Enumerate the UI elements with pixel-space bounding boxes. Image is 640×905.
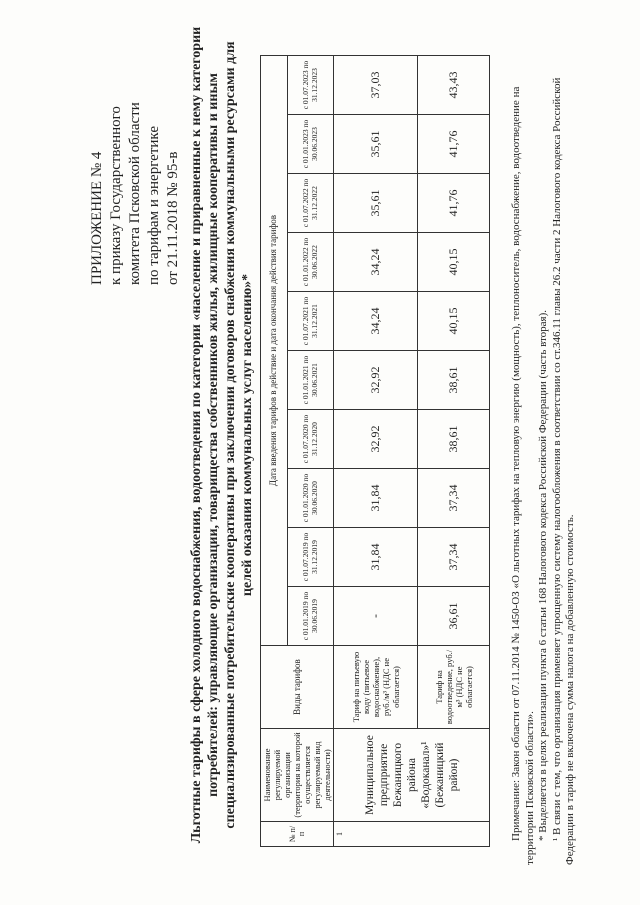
tariff-value: 37,34 [418,469,490,528]
tariff-value: 34,24 [334,292,418,351]
tariff-value: 43,43 [418,56,490,115]
tariff-value: 40,15 [418,233,490,292]
appendix-line: по тарифам и энергетике [146,126,162,285]
note-law: Примечание: Закон области от 07.11.2014 № 1450-ОЗ «О льготных тарифах на тепловую энергию (мощность), теплоноситель, водоснабжение, водоотведение на территории Псковской области». [510,86,536,865]
organization-name: Муниципальное предприятие Бежаницкого района «Водоканал»¹ (Бежаницкий район) [334,729,490,822]
tariff-kind: Тариф на водоотведение, руб./м³ (НДС не облагается) [418,646,490,729]
header-row [261,56,288,847]
appendix-line: к приказу Государственного [108,106,124,285]
tariff-value: 31,84 [334,528,418,587]
document-title: Льготные тарифы в сфере холодного водоснабжения, водоотведения по категории «население и приравненные к нему категории потребителей: управляющие организации, товарищества собственников жилья, жилищные кооперативы и иным специализированные потребительские кооперативы при заключении договоров снабжения коммунальными ресурсами для целей оказания коммунальных услуг населению»* [189,26,255,844]
tariff-value: 38,61 [418,410,490,469]
header-dates-group: Дата введения тарифов в действие и дата окончания действия тарифов [261,56,288,646]
tariff-value: 37,03 [334,56,418,115]
appendix-line: комитета Псковской области [127,102,143,285]
appendix-line: от 21.11.2018 № 95-в [165,151,181,285]
tariff-value: 31,84 [334,469,418,528]
period-cell: с 01.01.2019 по 30.06.2019 [287,587,333,646]
table-row [334,56,418,847]
period-cell: с 01.07.2023 по 31.12.2023 [287,56,333,115]
tariff-value: 40,15 [418,292,490,351]
appendix-line: ПРИЛОЖЕНИЕ № 4 [89,151,105,285]
tariff-value: 38,61 [418,351,490,410]
row-number: 1 [334,822,490,847]
tariff-value: 35,61 [334,115,418,174]
tariff-value: 32,92 [334,410,418,469]
header-num: № п/п [261,822,334,847]
period-cell: с 01.01.2021 по 30.06.2021 [287,351,333,410]
header-org-name: Наименование регулируемой организации (территория на которой осуществляется регулируемый вид деятельности) [261,729,334,822]
tariff-value: 34,24 [334,233,418,292]
tariff-value: 37,34 [418,528,490,587]
period-cell: с 01.01.2020 по 30.06.2020 [287,469,333,528]
tariff-value: 36,61 [418,587,490,646]
note-simplified-tax: ¹ В связи с тем, что организация применяет упрощенную систему налогообложения в соответствии со ст.346.11 главы 26.2 части 2 Налогового кодекса Российской Федерации в тариф не включена сумма налога на добавленную стоимость. [550,77,576,865]
tariff-value: 41,76 [418,174,490,233]
period-cell: с 01.07.2019 по 31.12.2019 [287,528,333,587]
table-row [418,56,490,847]
period-cell: с 01.01.2022 по 30.06.2022 [287,233,333,292]
tariff-value: 41,76 [418,115,490,174]
tariff-value: - [334,587,418,646]
period-cell: с 01.07.2022 по 31.12.2022 [287,174,333,233]
tariff-value: 32,92 [334,351,418,410]
notes-block [510,35,578,865]
tariff-kind: Тариф на питьевую воду (питьевое водоснабжение), руб./м³ (НДС не облагается) [334,646,418,729]
appendix-block [88,35,183,285]
header-kinds: Виды тарифов [261,646,334,729]
period-cell: с 01.07.2021 по 31.12.2021 [287,292,333,351]
period-cell: с 01.01.2023 по 30.06.2023 [287,115,333,174]
note-vat: * Выделяется в целях реализации пункта 6 статьи 168 Налогового кодекса Российской Федерации (часть вторая). [537,309,549,841]
tariff-value: 35,61 [334,174,418,233]
period-cell: с 01.07.2020 по 31.12.2020 [287,410,333,469]
tariff-table [260,55,490,847]
